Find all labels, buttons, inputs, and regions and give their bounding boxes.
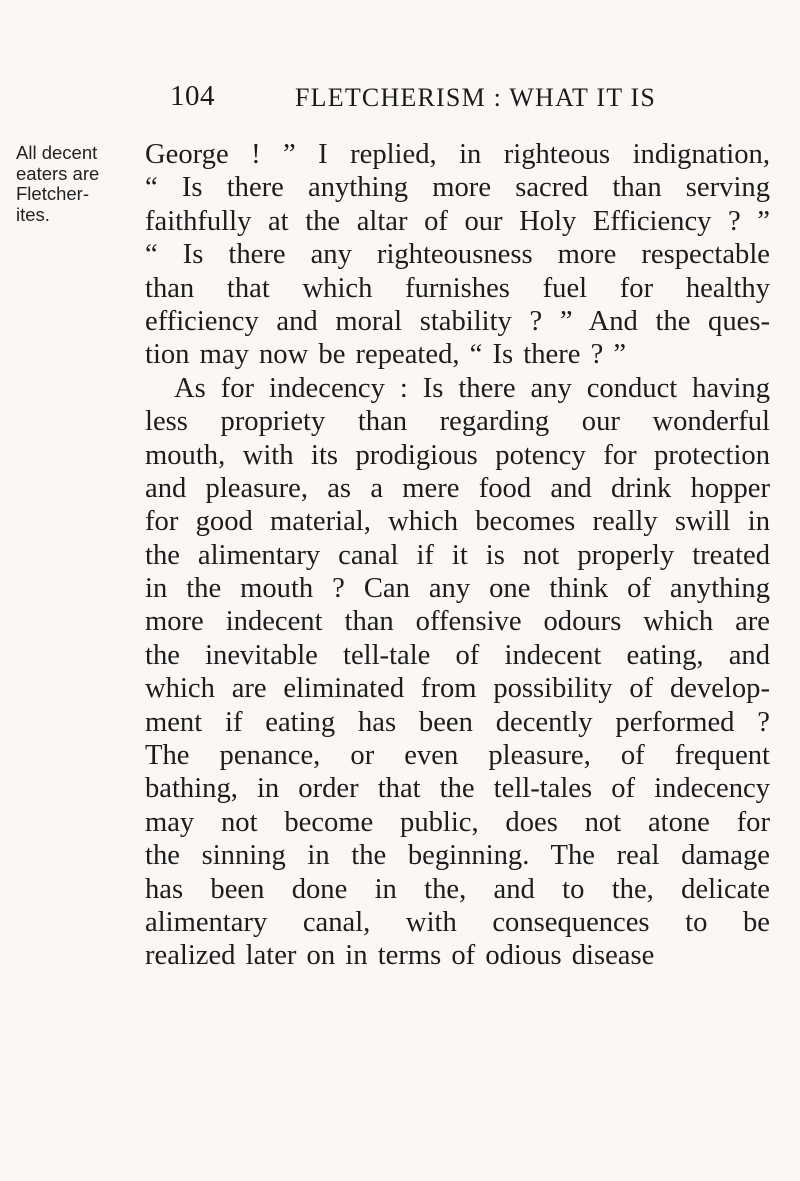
margin-note [16, 143, 132, 225]
page-number: 104 [170, 80, 215, 112]
text-line: the sinning in the beginning. The real damage [145, 840, 770, 872]
text-line: ment if eating has been decently performed ? [145, 706, 770, 738]
text-line: As for indecency : Is there any conduct having [174, 372, 770, 404]
text-line: efficiency and moral stability ? ” And the ques- [145, 305, 770, 337]
text-line: The penance, or even pleasure, of frequent [145, 740, 770, 772]
text-line: in the mouth ? Can any one think of anything [145, 573, 770, 605]
text-line: may not become public, does not atone for [145, 806, 770, 838]
text-line: faithfully at the altar of our Holy Efficiency ? ” [145, 205, 770, 237]
text-line: more indecent than offensive odours which are [145, 606, 770, 638]
text-line: than that which furnishes fuel for healthy [145, 272, 770, 304]
text-line: “ Is there any righteousness more respectable [145, 239, 770, 271]
text-line: for good material, which becomes really swill in [145, 506, 770, 538]
text-line: the inevitable tell-tale of indecent eating, and [145, 639, 770, 671]
body-text [145, 138, 770, 973]
text-line: realized later on in terms of odious disease [145, 940, 655, 972]
text-line: George ! ” I replied, in righteous indignation, [145, 139, 770, 170]
margin-note-line: ites. [16, 203, 50, 225]
text-line: tion may now be repeated, “ Is there ? ” [145, 339, 627, 371]
running-head [150, 80, 795, 120]
text-line: and pleasure, as a mere food and drink hopper [145, 472, 770, 504]
margin-note-line: Fletcher- [16, 183, 89, 204]
running-title: FLETCHERISM : WHAT IT IS [295, 83, 657, 112]
text-line: alimentary canal, with consequences to be [145, 906, 770, 938]
text-line: mouth, with its prodigious potency for protection [145, 439, 770, 471]
text-line: which are eliminated from possibility of develop- [145, 673, 770, 705]
margin-note-line: eaters are [16, 162, 100, 184]
text-line: “ Is there anything more sacred than serving [145, 172, 770, 204]
text-line: has been done in the, and to the, delicate [145, 873, 770, 905]
text-line: the alimentary canal if it is not properly treated [145, 539, 770, 571]
text-line: bathing, in order that the tell-tales of indecency [145, 773, 770, 805]
text-line: less propriety than regarding our wonderful [145, 406, 770, 438]
margin-note-line: All decent [16, 142, 98, 163]
